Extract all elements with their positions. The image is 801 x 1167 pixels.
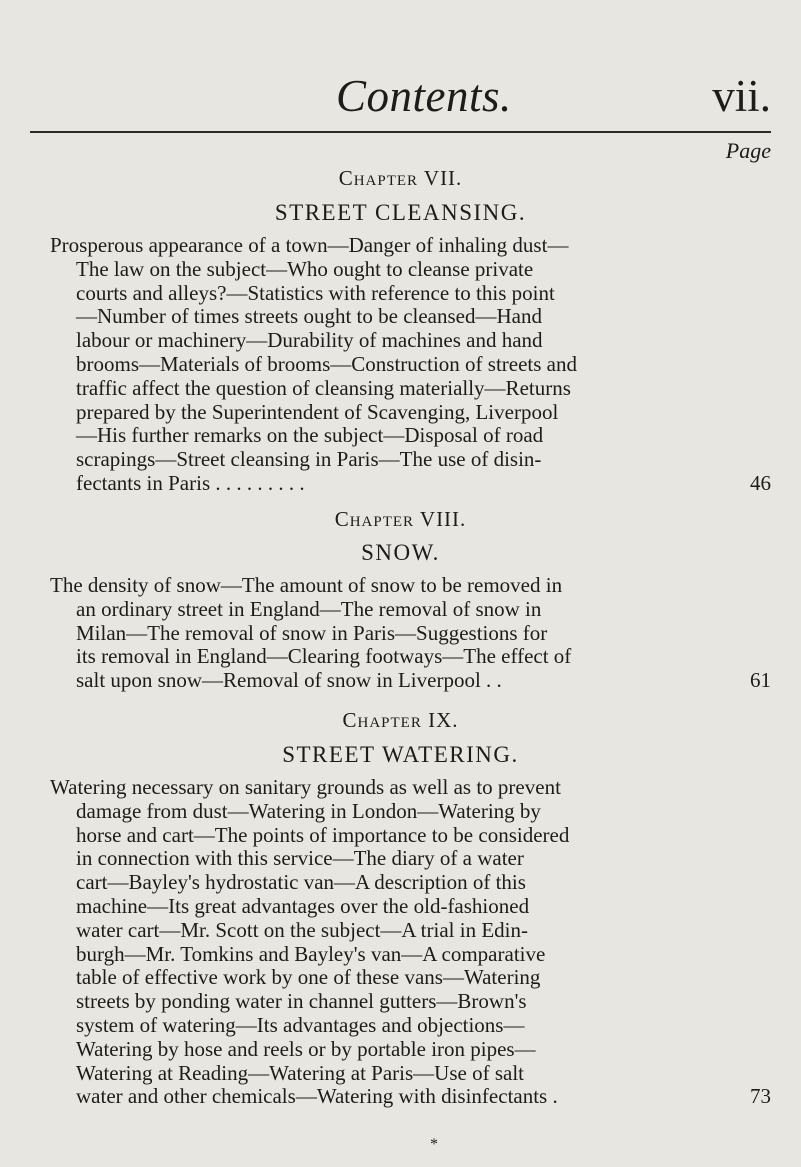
entry-line: scrapings—Street cleansing in Paris—The use of disin- xyxy=(76,447,542,472)
entry-line: table of effective work by one of these vans—Watering xyxy=(76,965,541,990)
page-number: 46 xyxy=(750,470,771,495)
chapter-heading: Chapter IX. xyxy=(342,708,459,732)
chapter-entry xyxy=(50,234,771,496)
entry-line: its removal in England—Clearing footways—The effect of xyxy=(76,644,572,669)
running-header-page-numeral: vii. xyxy=(712,71,771,121)
entry-line: Milan—The removal of snow in Paris—Suggestions for xyxy=(76,620,548,645)
chapter-entry xyxy=(50,574,771,693)
entry-line: Watering necessary on sanitary grounds as well as to prevent xyxy=(50,775,561,799)
entry-line: system of watering—Its advantages and objections— xyxy=(76,1012,525,1037)
header-rule xyxy=(30,131,771,133)
chapter-heading: Chapter VII. xyxy=(338,166,463,190)
page-column-label: Page xyxy=(725,138,771,163)
entry-line: water and other chemicals—Watering with disinfectants . xyxy=(76,1084,558,1109)
entry-line: damage from dust—Watering in London—Watering by xyxy=(76,798,541,823)
entry-line: Watering at Reading—Watering at Paris—Use of salt xyxy=(76,1060,524,1085)
entry-line: labour or machinery—Durability of machines and hand xyxy=(76,328,543,353)
entry-line: prepared by the Superintendent of Scavenging, Liverpool xyxy=(76,399,559,424)
entry-line: The law on the subject—Who ought to cleanse private xyxy=(76,256,534,281)
chapter-title: STREET CLEANSING. xyxy=(274,200,527,225)
entry-line: traffic affect the question of cleansing materially—Returns xyxy=(76,375,571,400)
entry-line: fectants in Paris . . . . . . . . . xyxy=(76,470,305,495)
entry-line: machine—Its great advantages over the old-fashioned xyxy=(76,893,530,918)
chapter-heading: Chapter VIII. xyxy=(334,507,467,531)
entry-line: The density of snow—The amount of snow to be removed in xyxy=(50,573,563,597)
entry-line: streets by ponding water in channel gutters—Brown's xyxy=(76,989,527,1014)
page-number: 73 xyxy=(750,1084,771,1109)
entry-line: an ordinary street in England—The removal of snow in xyxy=(76,596,542,621)
running-header-title: Contents. xyxy=(336,71,512,121)
entry-line: salt upon snow—Removal of snow in Liverpool . . xyxy=(76,668,502,693)
footer-ornament: * xyxy=(430,1136,438,1153)
entry-line: in connection with this service—The diary of a water xyxy=(76,846,524,871)
entry-last-line xyxy=(50,472,771,496)
entry-line: —His further remarks on the subject—Disposal of road xyxy=(76,423,544,448)
entry-last-line xyxy=(50,669,771,693)
entry-line: burgh—Mr. Tomkins and Bayley's van—A comparative xyxy=(76,941,546,966)
chapter-title: SNOW. xyxy=(361,540,440,565)
entry-last-line xyxy=(50,1085,771,1109)
entry-line: Prosperous appearance of a town—Danger of inhaling dust— xyxy=(50,233,569,257)
entry-line: Watering by hose and reels or by portable iron pipes— xyxy=(76,1036,536,1061)
entry-line: —Number of times streets ought to be cleansed—Hand xyxy=(76,304,542,329)
entry-line: water cart—Mr. Scott on the subject—A trial in Edin- xyxy=(76,917,528,942)
entry-line: horse and cart—The points of importance to be considered xyxy=(76,822,570,847)
page-number: 61 xyxy=(750,668,771,693)
chapter-title: STREET WATERING. xyxy=(282,742,519,767)
chapter-entry xyxy=(50,776,771,1109)
entry-line: brooms—Materials of brooms—Construction of streets and xyxy=(76,351,578,376)
entry-line: courts and alleys?—Statistics with reference to this point xyxy=(76,280,555,305)
entry-line: cart—Bayley's hydrostatic van—A description of this xyxy=(76,870,526,895)
